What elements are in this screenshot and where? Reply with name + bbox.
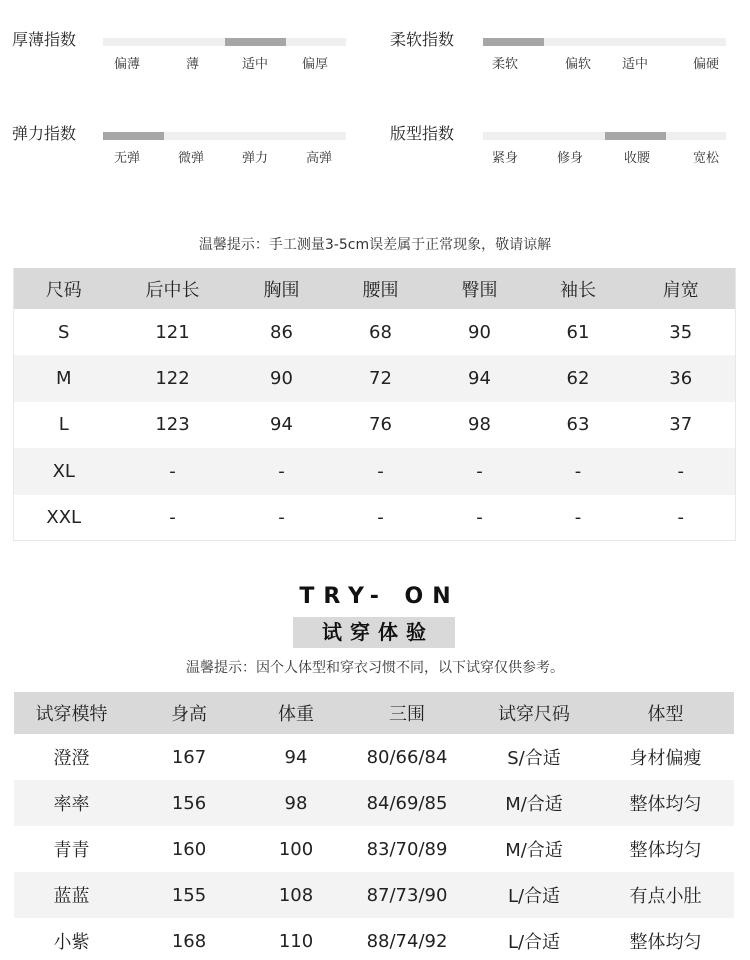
index-selected-segment (483, 38, 544, 46)
header-cell: 肩宽 (627, 268, 736, 309)
size-tip: 温馨提示：手工测量3-5cm误差属于正常现象，敬请谅解 (198, 237, 552, 253)
table-row (14, 495, 736, 541)
table-cell: M/合适 (471, 826, 597, 872)
header-cell: 袖长 (530, 268, 627, 309)
table-cell: 76 (332, 402, 430, 448)
table-cell: - (530, 495, 627, 541)
table-cell: 蓝蓝 (14, 872, 129, 918)
table-cell: XL (14, 448, 114, 494)
table-cell: 88/74/92 (343, 918, 471, 960)
index-label: 紧身 (492, 151, 519, 166)
header-cell: 试穿尺码 (471, 692, 597, 734)
table-cell: 123 (114, 402, 232, 448)
index-label: 偏软 (565, 57, 592, 72)
index-label: 宽松 (693, 151, 720, 166)
header-cell: 后中长 (114, 268, 232, 309)
table-cell: 68 (332, 309, 430, 355)
table-cell: 98 (249, 780, 343, 826)
table-cell: S (14, 309, 114, 355)
index-label: 柔软 (492, 57, 519, 72)
table-cell: M/合适 (471, 780, 597, 826)
table-row (14, 734, 734, 780)
table-cell: 37 (627, 402, 736, 448)
index-label: 偏硬 (693, 57, 720, 72)
table-cell: L/合适 (471, 872, 597, 918)
table-cell: - (430, 495, 530, 541)
table-cell: 156 (129, 780, 249, 826)
table-header-row (14, 692, 734, 734)
index-label: 收腰 (624, 151, 651, 166)
index-label: 适中 (622, 57, 649, 72)
index-label: 微弹 (178, 151, 205, 166)
table-cell: 155 (129, 872, 249, 918)
table-cell: 98 (430, 402, 530, 448)
header-cell: 臀围 (430, 268, 530, 309)
index-selected-segment (605, 132, 666, 140)
fit-index (390, 124, 730, 204)
table-cell: 身材偏瘦 (597, 734, 734, 780)
index-track (103, 38, 346, 46)
size-table (13, 268, 736, 541)
table-cell: - (430, 448, 530, 494)
index-label: 适中 (242, 57, 269, 72)
table-cell: 108 (249, 872, 343, 918)
table-cell: - (332, 495, 430, 541)
table-cell: 90 (232, 355, 332, 401)
tryon-tip: 温馨提示：因个人体型和穿衣习惯不同，以下试穿仅供参考。 (186, 660, 564, 676)
table-cell: - (627, 495, 736, 541)
table-cell: - (114, 495, 232, 541)
table-cell: - (232, 448, 332, 494)
table-cell: 36 (627, 355, 736, 401)
table-cell: L (14, 402, 114, 448)
table-cell: 110 (249, 918, 343, 960)
tryon-title-cn: 试穿体验 (293, 617, 455, 648)
header-cell: 尺码 (14, 268, 114, 309)
header-cell: 腰围 (332, 268, 430, 309)
table-cell: 青青 (14, 826, 129, 872)
table-cell: 率率 (14, 780, 129, 826)
table-cell: 168 (129, 918, 249, 960)
header-cell: 身高 (129, 692, 249, 734)
table-cell: 87/73/90 (343, 872, 471, 918)
index-label: 偏薄 (114, 57, 141, 72)
table-cell: 167 (129, 734, 249, 780)
elasticity-index (12, 124, 352, 204)
index-selected-segment (225, 38, 286, 46)
header-cell: 试穿模特 (14, 692, 129, 734)
table-row (14, 448, 736, 494)
table-cell: 有点小肚 (597, 872, 734, 918)
table-cell: 62 (530, 355, 627, 401)
table-cell: 94 (430, 355, 530, 401)
table-header-row (14, 268, 736, 309)
index-label: 薄 (186, 57, 200, 72)
index-title: 厚薄指数 (12, 30, 77, 49)
table-cell: 小紫 (14, 918, 129, 960)
table-cell: 整体均匀 (597, 780, 734, 826)
table-cell: 122 (114, 355, 232, 401)
index-label: 偏厚 (302, 57, 329, 72)
table-cell: 86 (232, 309, 332, 355)
table-row (14, 826, 734, 872)
table-cell: 121 (114, 309, 232, 355)
table-cell: - (232, 495, 332, 541)
table-cell: 160 (129, 826, 249, 872)
table-cell: 100 (249, 826, 343, 872)
thickness-index (12, 30, 352, 110)
table-cell: - (627, 448, 736, 494)
header-cell: 体重 (249, 692, 343, 734)
index-track (483, 132, 726, 140)
table-cell: 94 (249, 734, 343, 780)
softness-index (390, 30, 730, 110)
table-row (14, 355, 736, 401)
table-row (14, 872, 734, 918)
header-cell: 三围 (343, 692, 471, 734)
table-cell: XXL (14, 495, 114, 541)
table-cell: 72 (332, 355, 430, 401)
index-label: 无弹 (114, 151, 141, 166)
table-cell: - (114, 448, 232, 494)
table-cell: - (530, 448, 627, 494)
header-cell: 胸围 (232, 268, 332, 309)
index-title: 弹力指数 (12, 124, 77, 143)
table-cell: S/合适 (471, 734, 597, 780)
table-cell: 80/66/84 (343, 734, 471, 780)
table-row (14, 780, 734, 826)
table-cell: 35 (627, 309, 736, 355)
index-label: 弹力 (242, 151, 269, 166)
table-cell: 澄澄 (14, 734, 129, 780)
index-selected-segment (103, 132, 164, 140)
table-row (14, 402, 736, 448)
table-row (14, 309, 736, 355)
table-cell: M (14, 355, 114, 401)
tryon-title-en: TRY- ON (299, 584, 460, 609)
index-title: 版型指数 (390, 124, 455, 143)
index-label: 修身 (557, 151, 584, 166)
table-cell: 整体均匀 (597, 826, 734, 872)
table-cell: L/合适 (471, 918, 597, 960)
table-cell: 63 (530, 402, 627, 448)
table-cell: 61 (530, 309, 627, 355)
table-row (14, 918, 734, 960)
header-cell: 体型 (597, 692, 734, 734)
table-cell: 83/70/89 (343, 826, 471, 872)
table-cell: - (332, 448, 430, 494)
table-cell: 90 (430, 309, 530, 355)
index-track (483, 38, 726, 46)
table-cell: 84/69/85 (343, 780, 471, 826)
index-title: 柔软指数 (390, 30, 455, 49)
index-track (103, 132, 346, 140)
tryon-table (14, 692, 734, 960)
index-label: 高弹 (306, 151, 333, 166)
table-cell: 整体均匀 (597, 918, 734, 960)
table-cell: 94 (232, 402, 332, 448)
